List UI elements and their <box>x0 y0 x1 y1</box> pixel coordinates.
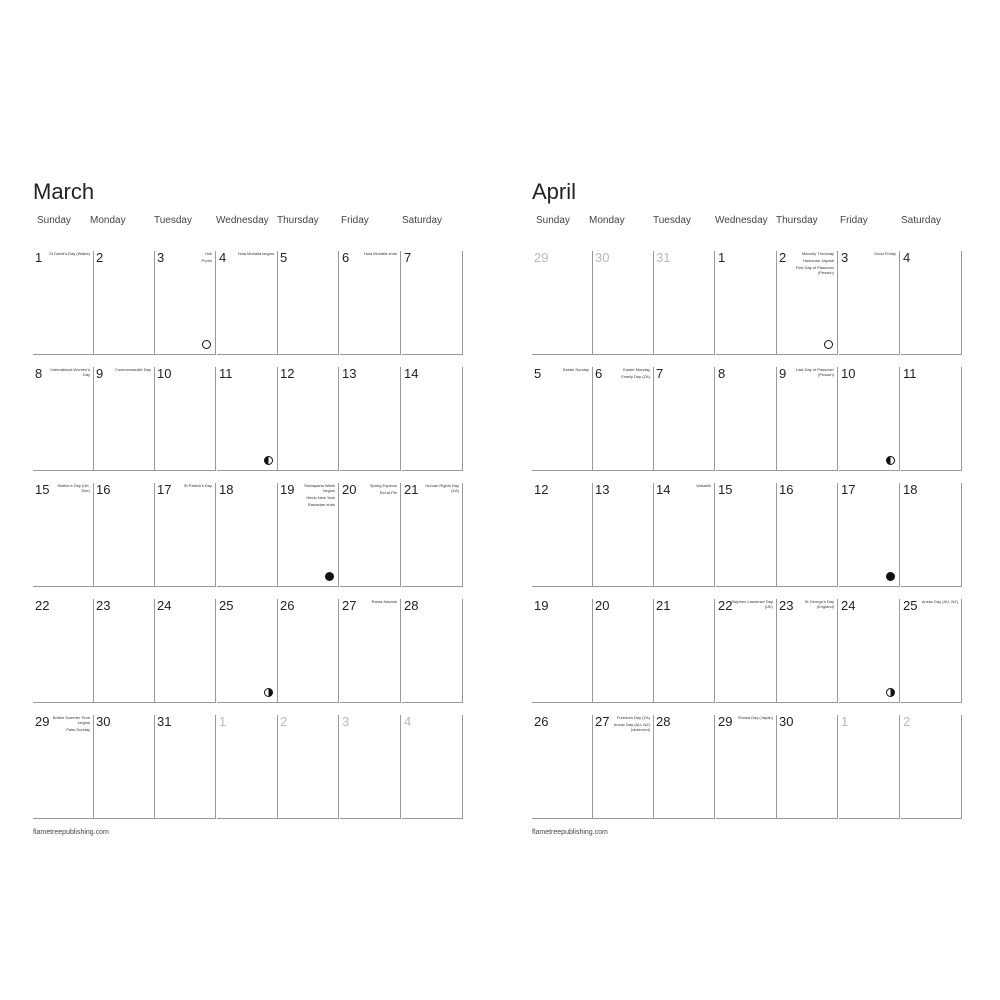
day-number: 18 <box>219 482 234 497</box>
day-number: 16 <box>96 482 111 497</box>
day-cell[interactable] <box>901 483 962 587</box>
day-number: 9 <box>96 366 104 381</box>
day-number: 6 <box>342 250 350 265</box>
day-cell[interactable] <box>94 715 155 819</box>
event-label: British Summer Time begins <box>52 715 90 725</box>
day-cell[interactable] <box>340 483 401 587</box>
day-cell[interactable] <box>278 599 339 703</box>
event-label: Rama Navami <box>371 599 397 604</box>
day-events <box>417 483 459 495</box>
day-number: 18 <box>903 482 918 497</box>
day-number: 21 <box>656 598 671 613</box>
day-cell[interactable] <box>278 251 339 355</box>
day-number: 19 <box>280 482 295 497</box>
day-cell[interactable] <box>532 715 593 819</box>
month-april <box>532 178 972 836</box>
day-cell[interactable] <box>654 251 715 355</box>
event-label: Hindu New Year <box>306 495 335 500</box>
day-cell[interactable] <box>532 367 593 471</box>
day-cell[interactable] <box>33 599 94 703</box>
day-number: 24 <box>841 598 856 613</box>
weekday-label: Friday <box>341 215 369 226</box>
day-cell[interactable] <box>33 715 94 819</box>
day-cell[interactable] <box>33 251 94 355</box>
event-label: St David's Day (Wales) <box>49 251 90 256</box>
day-cell[interactable] <box>155 715 216 819</box>
day-cell[interactable] <box>901 599 962 703</box>
day-cell[interactable] <box>155 367 216 471</box>
day-number: 2 <box>903 714 911 729</box>
day-events <box>355 251 397 258</box>
day-number: 16 <box>779 482 794 497</box>
day-number: 1 <box>718 250 726 265</box>
day-number: 2 <box>779 250 787 265</box>
day-cell[interactable] <box>593 715 654 819</box>
day-number: 23 <box>779 598 794 613</box>
event-label: Family Day (ZA) <box>621 374 650 379</box>
event-label: Eid al-Fitr <box>379 490 397 495</box>
day-number: 14 <box>656 482 671 497</box>
day-number: 9 <box>779 366 787 381</box>
weekday-label: Monday <box>589 215 625 226</box>
day-cell[interactable] <box>716 367 777 471</box>
day-number: 2 <box>96 250 104 265</box>
day-number: 8 <box>35 366 43 381</box>
event-label: Good Friday <box>873 251 896 256</box>
day-number: 23 <box>96 598 111 613</box>
footer-website: flametreepublishing.com <box>532 829 608 836</box>
day-number: 13 <box>342 366 357 381</box>
month-march <box>33 178 473 836</box>
day-number: 5 <box>534 366 542 381</box>
weekday-label: Saturday <box>901 215 942 226</box>
day-number: 29 <box>718 714 733 729</box>
day-events <box>232 251 274 258</box>
day-number: 31 <box>656 250 671 265</box>
day-cell[interactable] <box>716 251 777 355</box>
day-events <box>731 599 773 611</box>
day-cell[interactable] <box>94 367 155 471</box>
event-label: Last Day of Passover (Pesach) <box>795 367 834 377</box>
day-cell[interactable] <box>217 599 278 703</box>
day-cell[interactable] <box>155 483 216 587</box>
day-events <box>608 367 650 381</box>
day-cell[interactable] <box>217 715 278 819</box>
day-cell[interactable] <box>340 715 401 819</box>
day-number: 30 <box>779 714 794 729</box>
weekday-header <box>33 215 473 231</box>
day-cell[interactable] <box>839 599 900 703</box>
day-cell[interactable] <box>402 715 463 819</box>
day-number: 21 <box>404 482 419 497</box>
day-cell[interactable] <box>278 367 339 471</box>
day-number: 22 <box>718 598 733 613</box>
day-cell[interactable] <box>532 599 593 703</box>
day-number: 1 <box>841 714 849 729</box>
day-number: 4 <box>404 714 412 729</box>
day-number: 4 <box>219 250 227 265</box>
day-number: 20 <box>342 482 357 497</box>
weekday-label: Wednesday <box>715 215 768 226</box>
day-number: 2 <box>280 714 288 729</box>
day-number: 29 <box>35 714 50 729</box>
day-number: 27 <box>595 714 610 729</box>
day-number: 12 <box>534 482 549 497</box>
event-label: Stephen Lawrence Day (UK) <box>731 599 773 609</box>
day-number: 14 <box>404 366 419 381</box>
day-number: 3 <box>157 250 165 265</box>
event-label: Freedom Day (ZA) <box>616 715 650 720</box>
day-events <box>608 715 650 734</box>
day-number: 29 <box>534 250 549 265</box>
day-number: 25 <box>903 598 918 613</box>
day-cell[interactable] <box>217 251 278 355</box>
calendar-grid <box>532 251 972 821</box>
event-label: Hola Mohalla begins <box>237 251 274 256</box>
day-cell[interactable] <box>340 367 401 471</box>
day-cell[interactable] <box>217 367 278 471</box>
day-cell[interactable] <box>839 715 900 819</box>
event-label: Maundy Thursday <box>802 251 834 256</box>
event-label: Spring Equinox <box>369 483 397 488</box>
day-events <box>170 251 212 265</box>
event-label: Holi <box>205 251 212 256</box>
day-cell[interactable] <box>340 599 401 703</box>
day-cell[interactable] <box>33 483 94 587</box>
day-cell[interactable] <box>839 367 900 471</box>
day-number: 17 <box>841 482 856 497</box>
day-events <box>355 599 397 606</box>
day-cell[interactable] <box>217 483 278 587</box>
day-number: 28 <box>404 598 419 613</box>
weekday-label: Thursday <box>277 215 319 226</box>
day-cell[interactable] <box>716 599 777 703</box>
day-cell[interactable] <box>593 251 654 355</box>
day-cell[interactable] <box>278 715 339 819</box>
day-number: 4 <box>903 250 911 265</box>
moon-phase-new-icon <box>886 572 895 581</box>
day-events <box>547 367 589 374</box>
weekday-label: Tuesday <box>154 215 192 226</box>
day-events <box>48 483 90 495</box>
day-cell[interactable] <box>654 715 715 819</box>
day-cell[interactable] <box>155 599 216 703</box>
day-number: 11 <box>903 366 917 381</box>
day-cell[interactable] <box>901 715 962 819</box>
event-label: Hanuman Jayanti <box>802 258 834 263</box>
day-number: 12 <box>280 366 295 381</box>
event-label: Palm Sunday <box>66 727 90 732</box>
day-events <box>916 599 958 606</box>
day-number: 26 <box>280 598 295 613</box>
day-cell[interactable] <box>839 251 900 355</box>
event-label: Mother's Day (UK, Eire) <box>57 483 90 493</box>
day-cell[interactable] <box>777 715 838 819</box>
day-events <box>854 251 896 258</box>
day-number: 5 <box>280 250 288 265</box>
weekday-label: Sunday <box>536 215 570 226</box>
calendar-grid <box>33 251 473 821</box>
day-cell[interactable] <box>901 251 962 355</box>
day-number: 31 <box>157 714 172 729</box>
weekday-label: Monday <box>90 215 126 226</box>
day-events <box>355 483 397 497</box>
day-number: 13 <box>595 482 610 497</box>
day-cell[interactable] <box>94 599 155 703</box>
day-cell[interactable] <box>593 599 654 703</box>
day-number: 27 <box>342 598 357 613</box>
day-number: 11 <box>219 366 233 381</box>
day-cell[interactable] <box>402 599 463 703</box>
event-label: First Day of Passover (Pesach) <box>795 265 834 275</box>
day-events <box>792 251 834 277</box>
day-cell[interactable] <box>654 483 715 587</box>
day-cell[interactable] <box>777 251 838 355</box>
day-number: 6 <box>595 366 603 381</box>
event-label: Easter Monday <box>623 367 650 372</box>
event-label: St George's Day (England) <box>804 599 834 609</box>
day-events <box>48 251 90 258</box>
weekday-header <box>532 215 972 231</box>
day-number: 17 <box>157 482 172 497</box>
weekday-label: Sunday <box>37 215 71 226</box>
day-cell[interactable] <box>532 251 593 355</box>
moon-phase-full-icon <box>202 340 211 349</box>
day-events <box>109 367 151 374</box>
moon-phase-full-icon <box>824 340 833 349</box>
day-cell[interactable] <box>777 367 838 471</box>
event-label: Ramayana Week begins <box>304 483 335 493</box>
day-cell[interactable] <box>402 251 463 355</box>
moon-phase-new-icon <box>325 572 334 581</box>
day-number: 20 <box>595 598 610 613</box>
day-cell[interactable] <box>94 251 155 355</box>
day-number: 30 <box>595 250 610 265</box>
weekday-label: Tuesday <box>653 215 691 226</box>
day-cell[interactable] <box>777 483 838 587</box>
event-label: Showa Day (Japan) <box>737 715 773 720</box>
moon-phase-last-icon <box>264 456 273 465</box>
moon-phase-first-icon <box>264 688 273 697</box>
day-cell[interactable] <box>654 367 715 471</box>
day-cell[interactable] <box>532 483 593 587</box>
day-cell[interactable] <box>593 483 654 587</box>
day-number: 1 <box>35 250 43 265</box>
day-cell[interactable] <box>155 251 216 355</box>
event-label: Human Rights Day (ZA) <box>425 483 459 493</box>
day-number: 3 <box>841 250 849 265</box>
day-number: 15 <box>718 482 733 497</box>
event-label: International Women's Day <box>50 367 90 377</box>
day-cell[interactable] <box>716 715 777 819</box>
event-label: Easter Sunday <box>562 367 589 372</box>
day-events <box>792 367 834 379</box>
day-events <box>792 599 834 611</box>
day-cell[interactable] <box>654 599 715 703</box>
day-cell[interactable] <box>340 251 401 355</box>
day-number: 7 <box>404 250 412 265</box>
day-cell[interactable] <box>94 483 155 587</box>
day-number: 28 <box>656 714 671 729</box>
day-number: 3 <box>342 714 350 729</box>
day-number: 25 <box>219 598 234 613</box>
event-label: Purim <box>201 258 212 263</box>
moon-phase-first-icon <box>886 688 895 697</box>
day-cell[interactable] <box>402 483 463 587</box>
day-cell[interactable] <box>716 483 777 587</box>
month-title: April <box>532 179 577 204</box>
day-number: 30 <box>96 714 111 729</box>
event-label: Anzac Day (AU, NZ) (observed) <box>613 722 650 732</box>
day-cell[interactable] <box>593 367 654 471</box>
footer-website: flametreepublishing.com <box>33 829 109 836</box>
day-events <box>170 483 212 490</box>
weekday-label: Friday <box>840 215 868 226</box>
month-title: March <box>33 179 95 204</box>
day-cell[interactable] <box>777 599 838 703</box>
day-cell[interactable] <box>402 367 463 471</box>
day-number: 8 <box>718 366 726 381</box>
day-events <box>48 367 90 379</box>
event-label: Vaisakhi <box>696 483 711 488</box>
day-events <box>48 715 90 734</box>
day-number: 15 <box>35 482 50 497</box>
weekday-label: Saturday <box>402 215 443 226</box>
day-number: 24 <box>157 598 172 613</box>
moon-phase-last-icon <box>886 456 895 465</box>
event-label: Commonwealth Day <box>114 367 151 372</box>
event-label: Ramadan ends <box>307 502 335 507</box>
event-label: Hola Mohalla ends <box>363 251 397 256</box>
day-cell[interactable] <box>278 483 339 587</box>
day-number: 7 <box>656 366 664 381</box>
day-events <box>669 483 711 490</box>
day-number: 1 <box>219 714 227 729</box>
event-label: Anzac Day (AU, NZ) <box>921 599 958 604</box>
day-events <box>731 715 773 722</box>
weekday-label: Thursday <box>776 215 818 226</box>
day-number: 22 <box>35 598 50 613</box>
day-number: 19 <box>534 598 549 613</box>
day-number: 26 <box>534 714 549 729</box>
day-number: 10 <box>841 366 856 381</box>
day-cell[interactable] <box>839 483 900 587</box>
day-events <box>293 483 335 509</box>
day-cell[interactable] <box>33 367 94 471</box>
day-cell[interactable] <box>901 367 962 471</box>
day-number: 10 <box>157 366 172 381</box>
weekday-label: Wednesday <box>216 215 269 226</box>
event-label: St Patrick's Day <box>183 483 212 488</box>
